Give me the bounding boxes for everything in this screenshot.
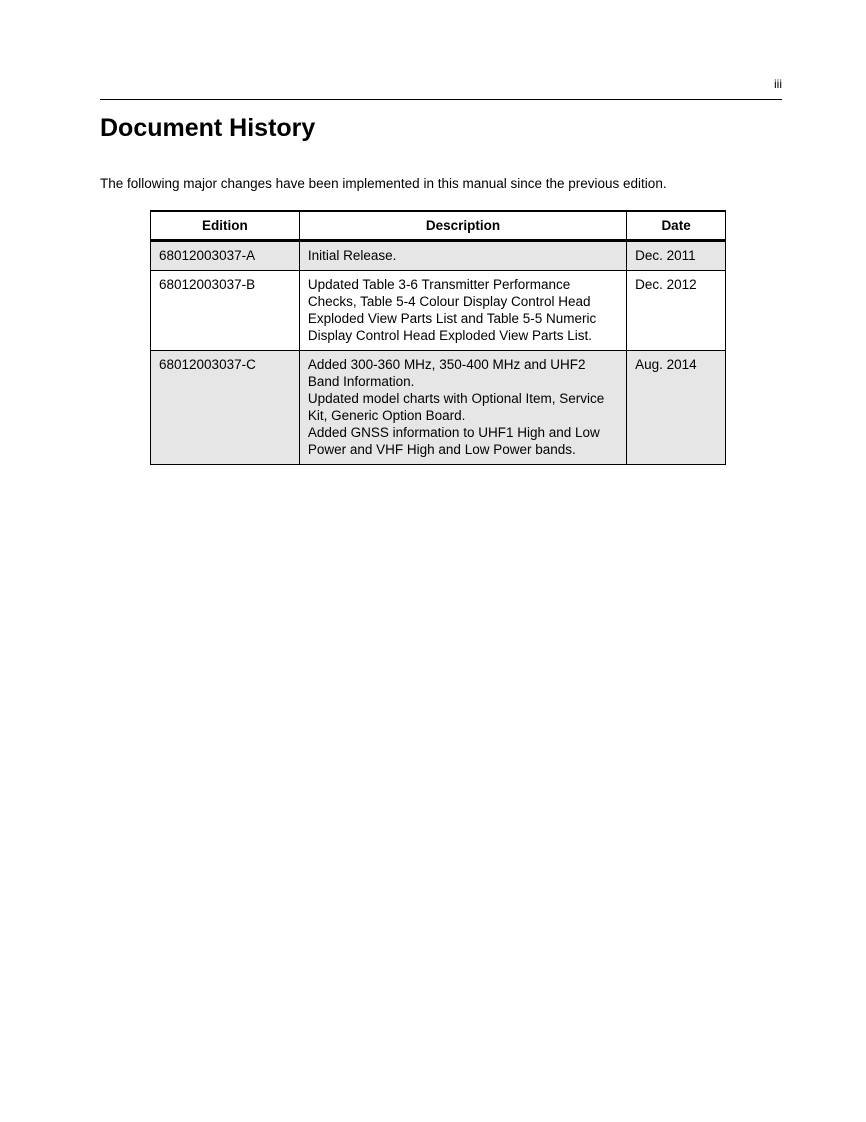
description-line: Added GNSS information to UHF1 High and Low Power and VHF High and Low Power bands. bbox=[307, 425, 600, 457]
description-cell bbox=[299, 271, 626, 351]
date-cell: Dec. 2011 bbox=[627, 241, 726, 271]
header-rule bbox=[100, 99, 782, 100]
column-header-date: Date bbox=[627, 211, 726, 241]
table-header-row bbox=[151, 211, 726, 241]
page-title: Document History bbox=[100, 114, 316, 142]
description-cell bbox=[299, 241, 626, 271]
description-line: Updated model charts with Optional Item, Service Kit, Generic Option Board. bbox=[307, 391, 605, 423]
page-number: iii bbox=[774, 77, 782, 91]
intro-paragraph: The following major changes have been implemented in this manual since the previous edition. bbox=[100, 176, 667, 191]
edition-cell: 68012003037-B bbox=[151, 271, 300, 351]
date-cell: Aug. 2014 bbox=[627, 351, 726, 465]
edition-cell: 68012003037-A bbox=[151, 241, 300, 271]
description-cell bbox=[299, 351, 626, 465]
description-line: Initial Release. bbox=[307, 248, 397, 263]
date-cell: Dec. 2012 bbox=[627, 271, 726, 351]
column-header-edition: Edition bbox=[151, 211, 300, 241]
table-row bbox=[151, 241, 726, 271]
table-row bbox=[151, 351, 726, 465]
description-line: Added 300-360 MHz, 350-400 MHz and UHF2 Band Information. bbox=[307, 357, 586, 389]
column-header-description: Description bbox=[299, 211, 626, 241]
table-row bbox=[151, 271, 726, 351]
edition-cell: 68012003037-C bbox=[151, 351, 300, 465]
document-history-table bbox=[150, 210, 726, 465]
description-line: Updated Table 3-6 Transmitter Performance Checks, Table 5-4 Colour Display Control Head Exploded View Parts List and Table 5-5 Numeric Display Control Head Exploded View Parts List. bbox=[307, 277, 597, 343]
